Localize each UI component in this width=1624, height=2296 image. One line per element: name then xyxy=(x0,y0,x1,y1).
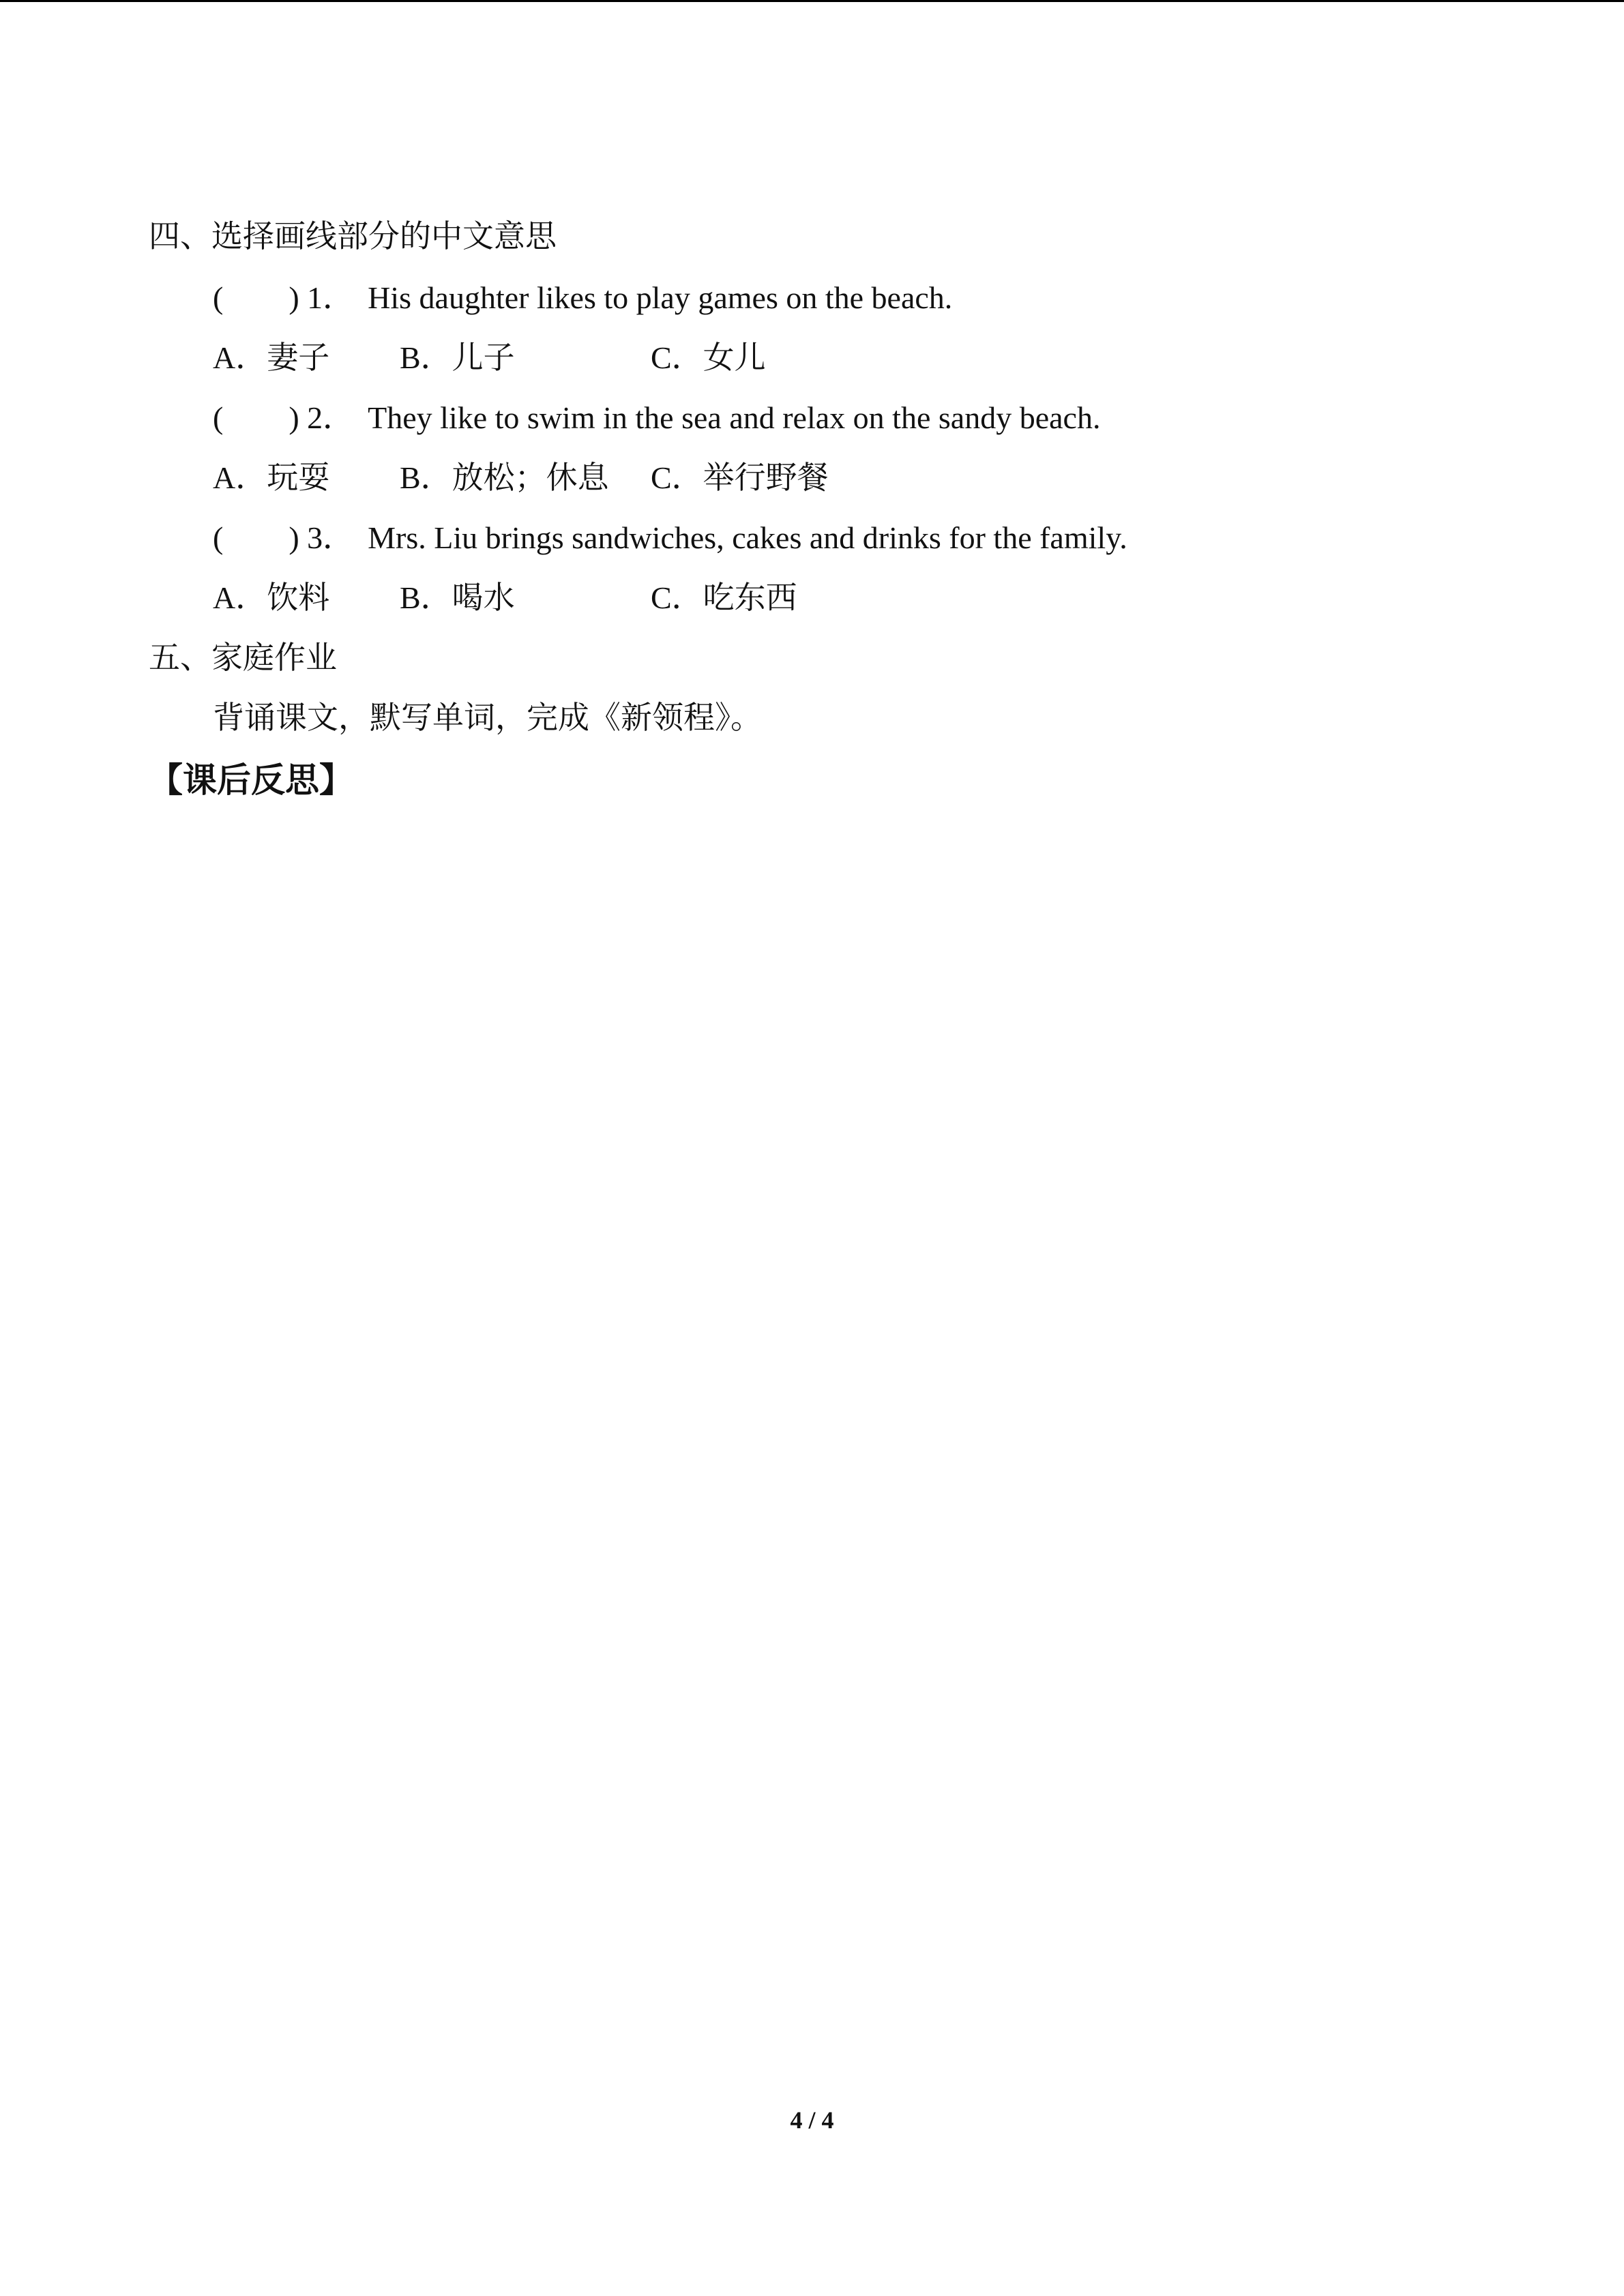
reflection-heading: 【课后反思】 xyxy=(149,760,353,800)
answer-paren-close: ) xyxy=(289,400,299,435)
question-2 xyxy=(213,399,1100,437)
option-b: B．喝水 xyxy=(400,580,515,615)
homework-content: 背诵课文，默写单词，完成《新领程》。 xyxy=(213,700,762,735)
answer-paren-open: ( xyxy=(213,280,224,315)
option-a: A．饮料 xyxy=(213,580,330,615)
question-text: They like to swim in the sea and relax on the sandy beach. xyxy=(368,400,1101,435)
section-4-title: 四、选择画线部分的中文意思 xyxy=(149,219,557,254)
question-number: 2． xyxy=(307,400,355,435)
question-number: 1． xyxy=(307,280,355,315)
option-a: A．妻子 xyxy=(213,340,330,375)
option-c: C．吃东西 xyxy=(651,580,797,615)
option-a: A．玩耍 xyxy=(213,460,330,495)
question-1 xyxy=(213,279,952,317)
option-b: B．儿子 xyxy=(400,340,515,375)
question-number: 3． xyxy=(307,520,355,555)
option-c: C．女儿 xyxy=(651,340,766,375)
page-number: 4 / 4 xyxy=(790,2106,834,2134)
question-3 xyxy=(213,519,1127,557)
answer-paren-open: ( xyxy=(213,520,224,555)
question-text: Mrs. Liu brings sandwiches, cakes and drinks for the family. xyxy=(368,520,1127,555)
answer-paren-close: ) xyxy=(289,520,299,555)
option-c: C．举行野餐 xyxy=(651,460,829,495)
answer-paren-open: ( xyxy=(213,400,224,435)
option-b: B．放松；休息 xyxy=(400,460,609,495)
answer-paren-close: ) xyxy=(289,280,299,315)
question-text: His daughter likes to play games on the beach. xyxy=(368,280,953,315)
section-5-title: 五、家庭作业 xyxy=(149,640,337,675)
